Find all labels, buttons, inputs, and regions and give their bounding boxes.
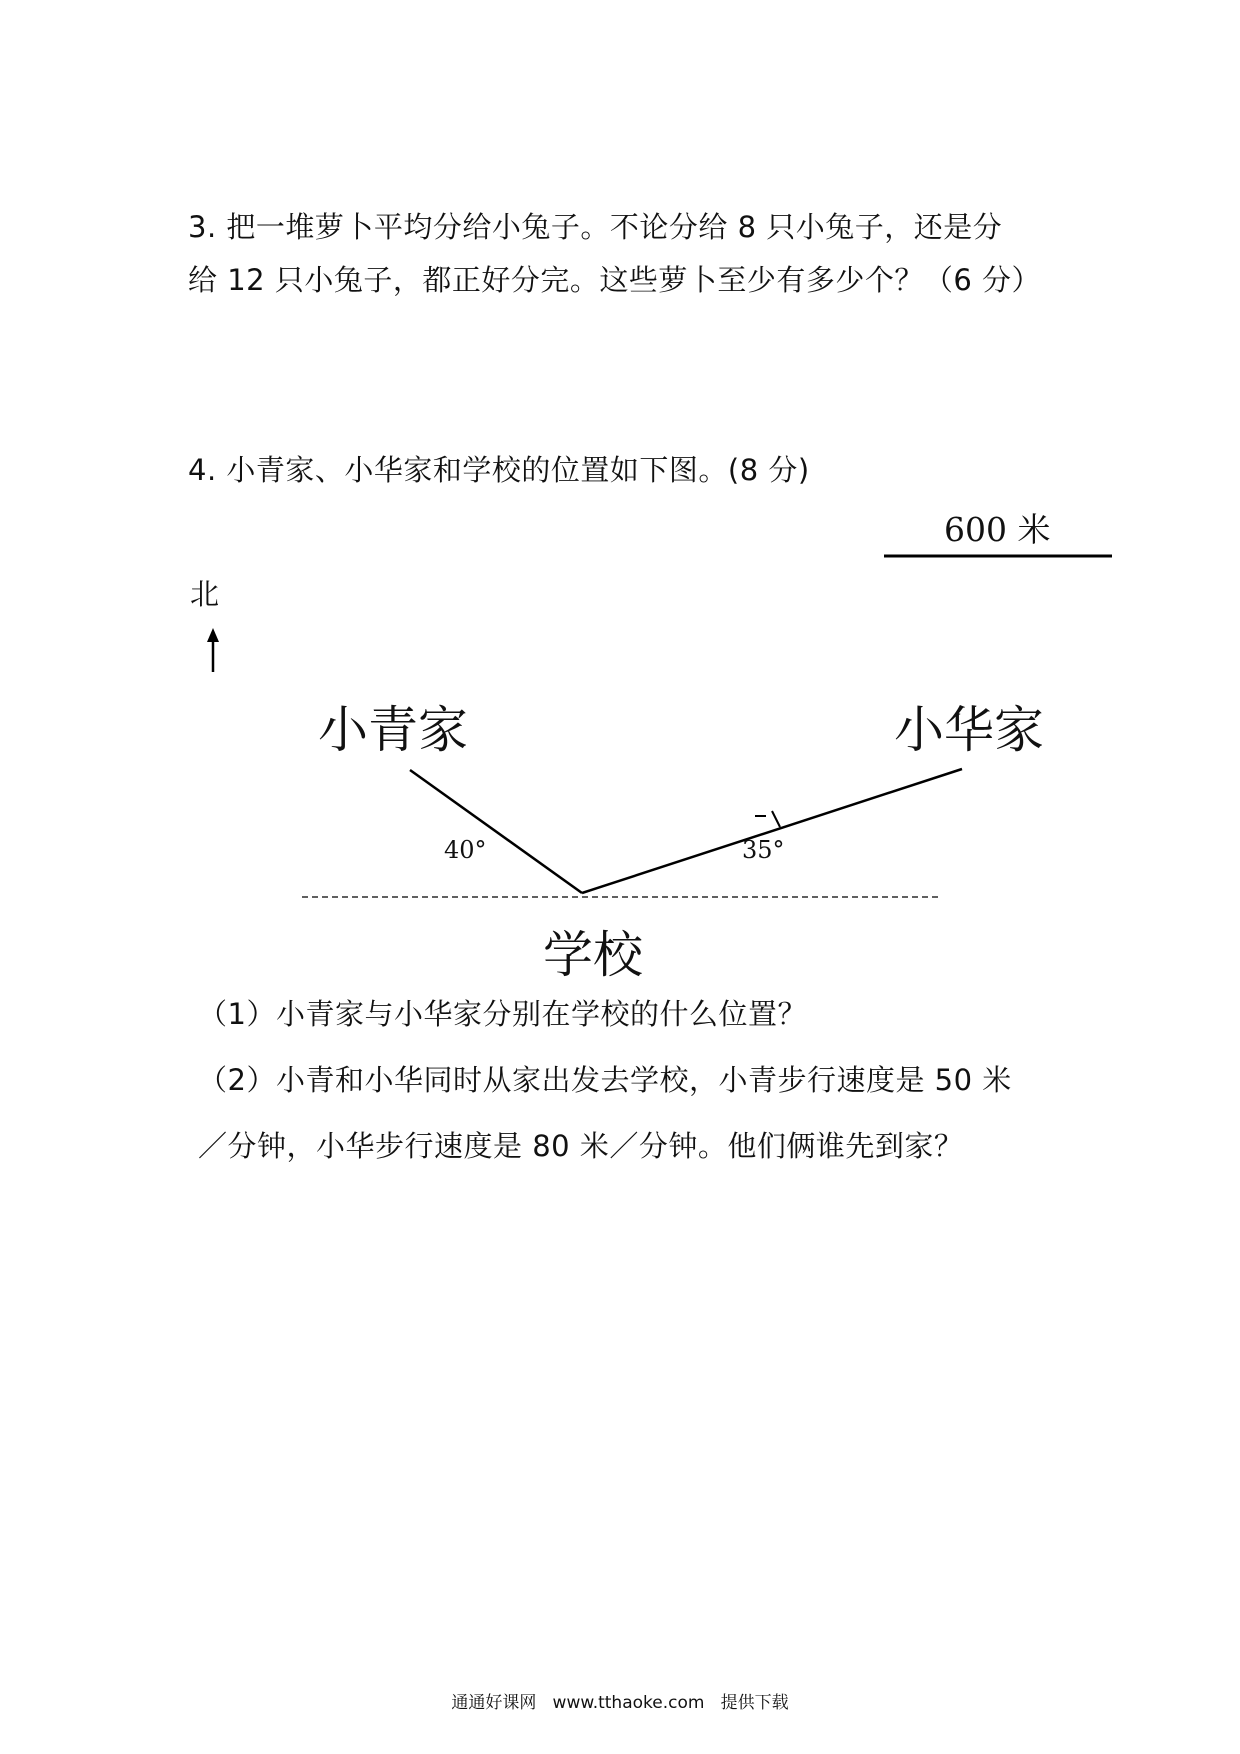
road-xiaoqing-to-school	[410, 770, 582, 893]
angle-right-label: 35°	[742, 836, 785, 864]
xiaoqing-home-label: 小青家	[318, 701, 468, 759]
road-school-to-xiaohua	[582, 769, 962, 893]
angle-left-label: 40°	[444, 836, 487, 864]
q4-sub-1: （1）小青家与小华家分别在学校的什么位置？	[198, 997, 807, 1031]
q3-line-1: 3. 把一堆萝卜平均分给小兔子。不论分给 8 只小兔子，还是分	[188, 210, 1003, 244]
north-label: 北	[190, 577, 220, 611]
school-label: 学校	[543, 926, 643, 984]
q4-title: 4. 小青家、小华家和学校的位置如下图。(8 分)	[188, 453, 810, 487]
q4-sub-2-line-2: ／分钟，小华步行速度是 80 米／分钟。他们俩谁先到家？	[198, 1129, 964, 1163]
q3-line-2: 给 12 只小兔子，都正好分完。这些萝卜至少有多少个？（6 分）	[188, 263, 1042, 297]
footer-download: 提供下载	[720, 1693, 789, 1713]
footer-site-name: 通通好课网	[451, 1693, 537, 1713]
angle-mark-icon	[755, 811, 780, 827]
footer-url[interactable]: www.tthaoke.com	[552, 1693, 705, 1713]
scale-label: 600 米	[944, 510, 1051, 549]
north-arrow-icon	[207, 628, 219, 672]
q4-sub-2-line-1: （2）小青和小华同时从家出发去学校，小青步行速度是 50 米	[198, 1063, 1012, 1097]
page-footer	[0, 1688, 1240, 1713]
xiaohua-home-label: 小华家	[894, 701, 1044, 759]
